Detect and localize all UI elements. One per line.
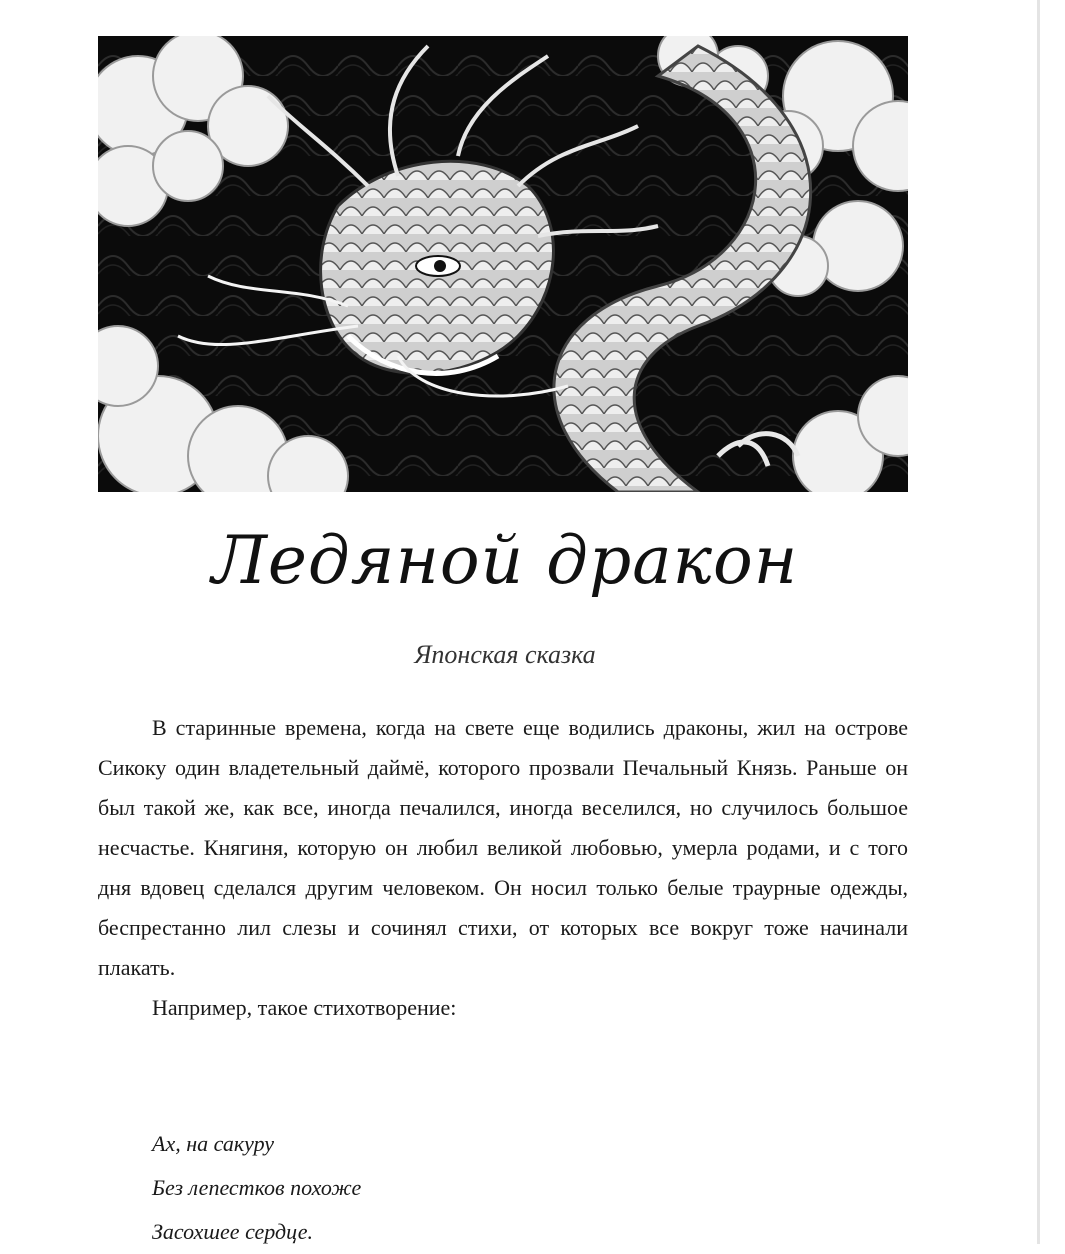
dragon-illustration bbox=[98, 36, 908, 492]
poem-line: Засохшее сердце. bbox=[152, 1219, 313, 1244]
paragraph: Например, такое стихотворение: bbox=[152, 995, 457, 1020]
poem-line: Ах, на сакуру bbox=[152, 1131, 275, 1156]
poem-line: Без лепестков похоже bbox=[152, 1175, 362, 1200]
story-title: Ледяной дракон bbox=[211, 522, 799, 599]
paragraph: В старинные времена, когда на свете еще водились драконы, жил на острове Сикоку один владетельный даймё, которого прозвали Печальный Князь. Раньше он был такой же, как все, иногда печалился, иногда веселился, но случилось большое несчастье. Княгиня, которую он любил великой любовью, умерла родами, и с того дня вдовец сделался другим человеком. Он носил только белые траурные одежды, беспрестанно лил слезы и сочинял стихи, от которых все вокруг тоже начинали плакать. bbox=[98, 715, 908, 980]
page-edge bbox=[1037, 0, 1040, 1244]
poem bbox=[152, 1122, 361, 1254]
story-body bbox=[98, 708, 908, 1028]
story-subtitle: Японская сказка bbox=[414, 640, 596, 669]
